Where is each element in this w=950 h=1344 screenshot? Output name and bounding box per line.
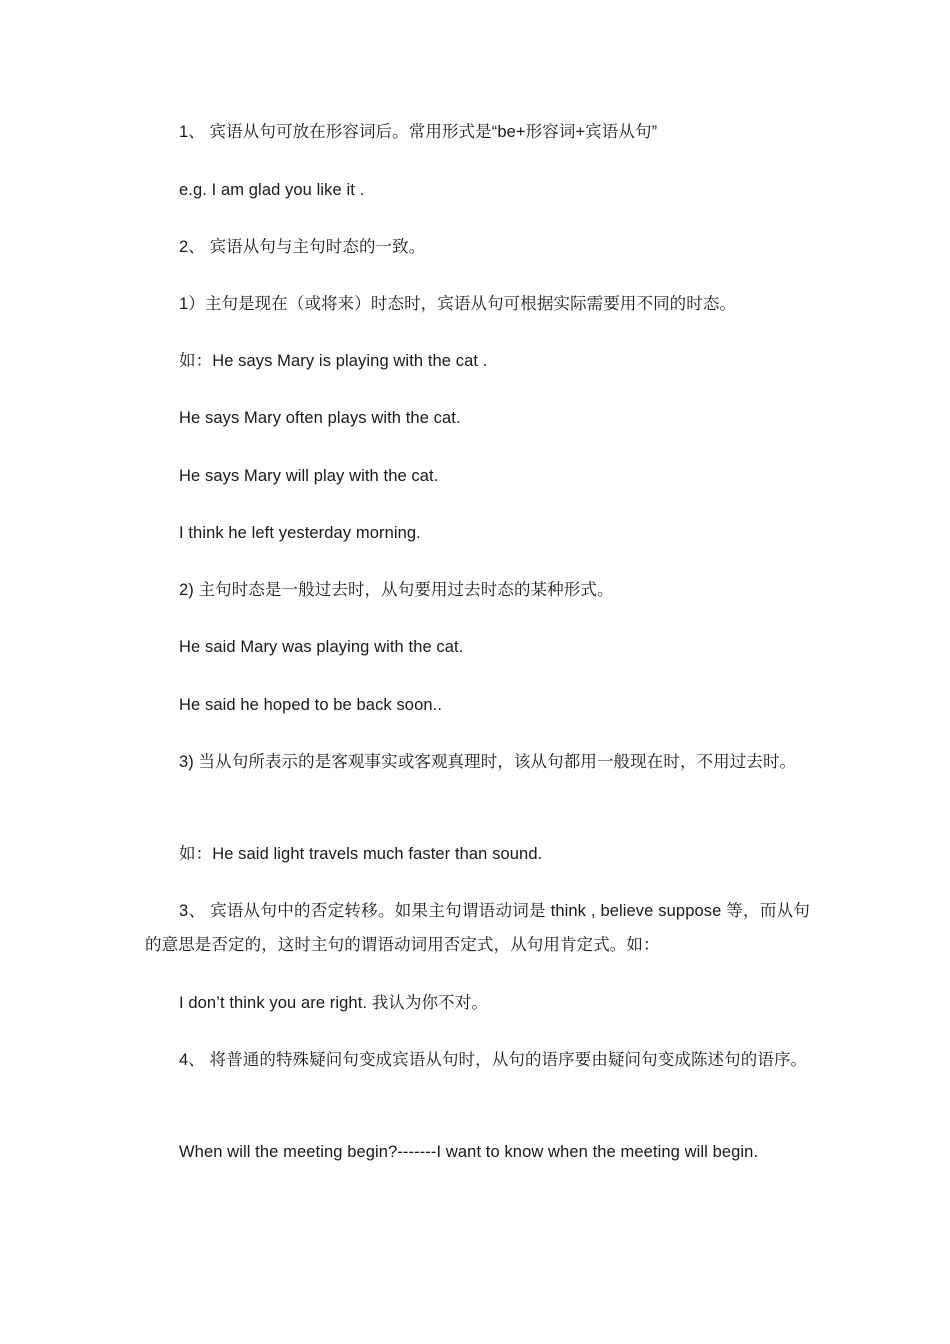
rule-2-heading: 2、 宾语从句与主句时态的一致。	[179, 238, 426, 256]
rule-1-heading: 1、 宾语从句可放在形容词后。常用形式是“be+形容词+宾语从句”	[179, 123, 658, 141]
rule-3-example: I don’t think you are right. 我认为你不对。	[179, 994, 488, 1012]
rule-2-3-example: 如：He said light travels much faster than sound.	[179, 845, 543, 863]
rule-2-3-text: 3) 当从句所表示的是客观事实或客观真理时，该从句都用一般现在时，不用过去时。	[179, 753, 797, 771]
rule-2-1-text: 1）主句是现在（或将来）时态时，宾语从句可根据实际需要用不同的时态。	[179, 295, 737, 313]
rule-2-1-example-3: He says Mary will play with the cat.	[179, 467, 439, 485]
rule-4-text: 4、 将普通的特殊疑问句变成宾语从句时，从句的语序要由疑问句变成陈述句的语序。	[179, 1051, 808, 1069]
rule-2-1-example-2: He says Mary often plays with the cat.	[179, 409, 461, 427]
rule-4-example: When will the meeting begin?-------I want to know when the meeting will begin.	[179, 1143, 759, 1161]
rule-2-2-example-1: He said Mary was playing with the cat.	[179, 638, 464, 656]
rule-2-2-example-2: He said he hoped to be back soon..	[179, 696, 443, 714]
rule-2-1-example-4: I think he left yesterday morning.	[179, 524, 421, 542]
rule-2-2-text: 2) 主句时态是一般过去时，从句要用过去时态的某种形式。	[179, 581, 614, 599]
rule-1-example: e.g. I am glad you like it .	[179, 181, 365, 199]
rule-2-1-example-1: 如：He says Mary is playing with the cat .	[179, 352, 488, 370]
rule-3-text: 3、 宾语从句中的否定转移。如果主句谓语动词是 think , believe suppose 等，而从句的意思是否定的，这时主句的谓语动词用否定式，从句用肯定式。如：	[145, 902, 810, 954]
